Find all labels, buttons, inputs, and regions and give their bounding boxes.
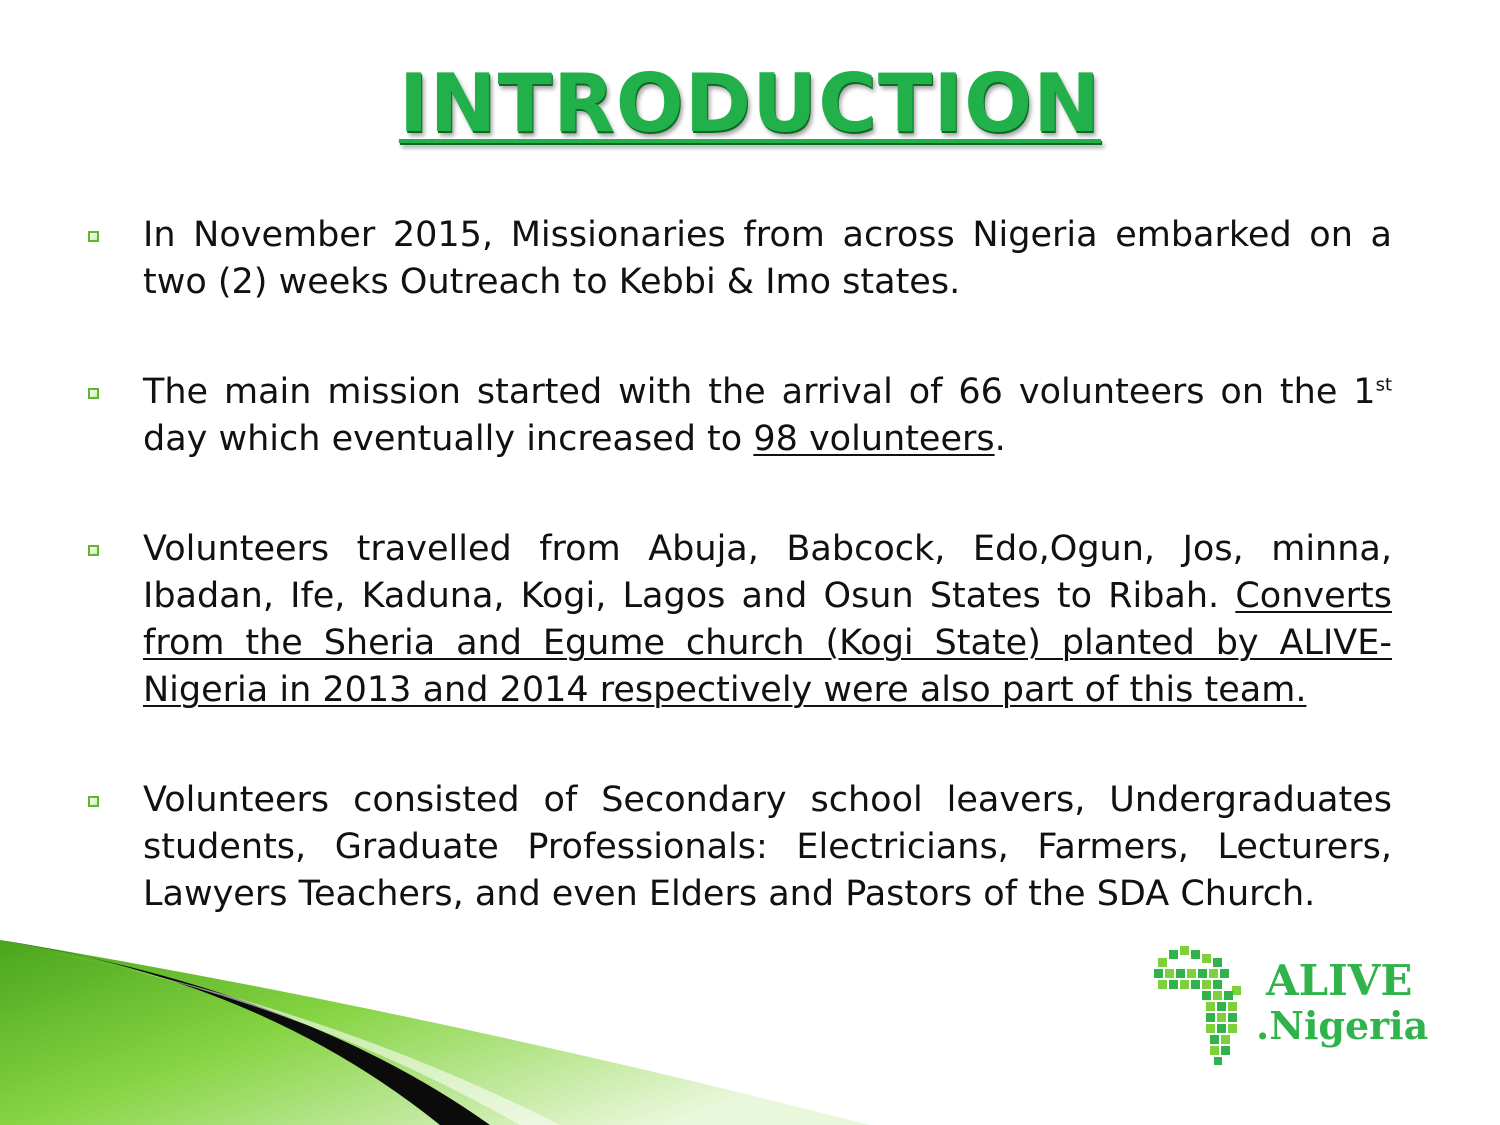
title-container <box>0 58 1500 150</box>
africa-map-icon <box>1154 946 1241 1065</box>
square-bullet-icon <box>88 796 99 807</box>
bullet-item-2 <box>88 369 1392 463</box>
logo-line-1: ALIVE <box>1266 956 1413 1005</box>
slide-title: INTRODUCTION <box>398 57 1102 150</box>
bullet-item-3 <box>88 526 1392 714</box>
bullet-text: In November 2015, Missionaries from across Nigeria embarked on a two (2) weeks Outreach to Kebbi & Imo states. <box>143 215 1392 302</box>
square-bullet-icon <box>88 231 99 242</box>
bullet-text-end: . <box>994 419 1006 459</box>
underlined-converts-text: Converts from the Sheria and Egume church (Kogi State) planted by ALIVE-Nigeria in 2013 and 2014 respectively were also part of this team. <box>143 576 1392 710</box>
bullet-item-4 <box>88 777 1392 918</box>
bullet-list <box>88 212 1392 918</box>
bullet-text-continued: day which eventually increased to <box>143 419 754 459</box>
underlined-volunteers: 98 volunteers <box>753 419 995 459</box>
ordinal-superscript: st <box>1375 374 1392 396</box>
square-bullet-icon <box>88 388 99 399</box>
logo-line-2: .Nigeria <box>1256 1003 1429 1048</box>
bullet-text: Volunteers travelled from Abuja, Babcock, Edo,Ogun, Jos, minna, Ibadan, Ife, Kaduna, Kogi, Lagos and Osun States to Ribah. <box>143 529 1392 616</box>
bullet-text: The main mission started with the arrival of 66 volunteers on the 1 <box>143 372 1376 412</box>
bullet-item-1 <box>88 212 1392 306</box>
bullet-text: Volunteers consisted of Secondary school leavers, Undergraduates students, Graduate Professionals: Electricians, Farmers, Lecturers, Lawyers Teachers, and even Elders and Pastors of the SDA Church. <box>143 780 1392 914</box>
alive-nigeria-logo <box>1148 938 1438 1068</box>
square-bullet-icon <box>88 545 99 556</box>
